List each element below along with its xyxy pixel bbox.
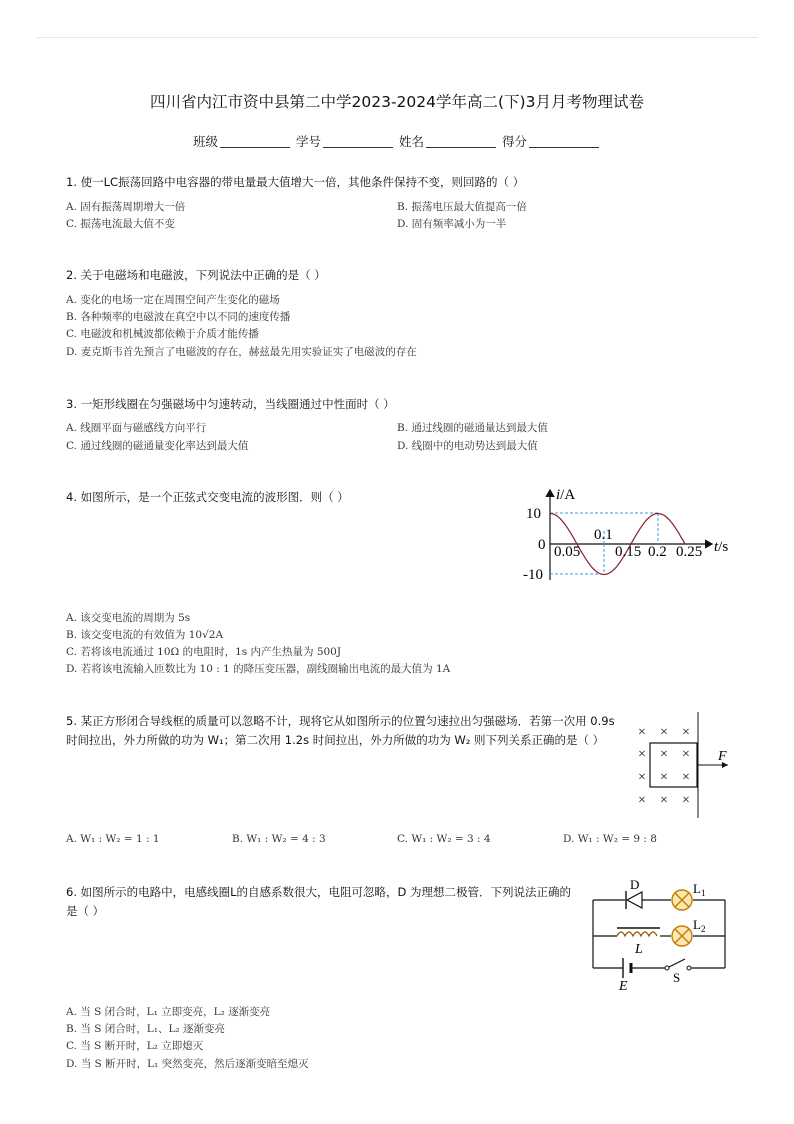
question-5-stem: 5. 某正方形闭合导线框的质量可以忽略不计，现将它从如图所示的位置匀速拉出匀强磁场．若第一次用 0.9s 时间拉出，外力所做的功为 W₁；第二次用 1.2s 时间拉出，外力所做的功为 W₂ 则下列关系正确的是（ ） xyxy=(66,714,615,747)
field-crosses xyxy=(638,725,690,808)
battery-symbol xyxy=(623,958,631,978)
x-axis-label: t/s xyxy=(714,539,729,555)
force-label: F xyxy=(718,749,727,764)
field-cross-0-2: × xyxy=(682,725,690,740)
field-cross-2-1: × xyxy=(660,770,668,785)
name-label: 姓名 xyxy=(398,134,424,149)
question-2-option-b[interactable]: B. 各种频率的电磁波在真空中以不同的速度传播 xyxy=(66,311,291,323)
number-blank[interactable] xyxy=(323,134,393,148)
x-tick-0.15: 0.15 xyxy=(615,544,642,560)
field-cross-2-2: × xyxy=(682,770,690,785)
name-blank[interactable] xyxy=(426,134,496,148)
question-6-option-c[interactable]: C. 当 S 断开时，L₂ 立即熄灭 xyxy=(66,1040,204,1052)
field-cross-0-0: × xyxy=(638,725,646,740)
inductor-symbol xyxy=(617,928,660,936)
question-2-option-d[interactable]: D. 麦克斯韦首先预言了电磁波的存在，赫兹最先用实验证实了电磁波的存在 xyxy=(66,346,417,358)
question-3-stem: 3. 一矩形线圈在匀强磁场中匀速转动，当线圈通过中性面时（ ） xyxy=(66,397,395,411)
diode-symbol xyxy=(626,891,642,909)
question-5-option-a[interactable]: A. W₁ : W₂ = 1 : 1 xyxy=(66,833,160,845)
field-cross-3-0: × xyxy=(638,793,646,808)
question-6-option-a[interactable]: A. 当 S 闭合时，L₁ 立即变亮，L₂ 逐渐变亮 xyxy=(66,1006,271,1018)
y-tick-neg10: -10 xyxy=(523,567,543,583)
question-1-option-b[interactable]: B. 振荡电压最大值提高一倍 xyxy=(397,201,527,213)
field-cross-1-0: × xyxy=(638,747,646,762)
question-3-option-c[interactable]: C. 通过线圈的磁通量变化率达到最大值 xyxy=(66,440,249,452)
class-label: 班级 xyxy=(192,134,218,149)
x-tick-0.05: 0.05 xyxy=(554,544,581,560)
lamp-2-symbol xyxy=(672,926,692,946)
question-2-option-c[interactable]: C. 电磁波和机械波都依赖于介质才能传播 xyxy=(66,328,259,340)
question-4-stem: 4. 如图所示，是一个正弦式交变电流的波形图．则（ ） xyxy=(66,490,349,504)
field-cross-3-2: × xyxy=(682,793,690,808)
top-rule xyxy=(36,37,758,38)
question-6-option-d[interactable]: D. 当 S 断开时，L₁ 突然变亮，然后逐渐变暗至熄灭 xyxy=(66,1058,309,1070)
question-3-option-d[interactable]: D. 线圈中的电动势达到最大值 xyxy=(397,440,538,452)
switch-label: S xyxy=(673,970,681,985)
inductor-label: L xyxy=(635,942,643,957)
question-4-option-d[interactable]: D. 若将该电流输入匝数比为 10 : 1 的降压变压器，副线圈输出电流的最大值为 1A xyxy=(66,663,451,675)
class-blank[interactable] xyxy=(220,134,290,148)
question-6-option-b[interactable]: B. 当 S 闭合时，L₁、L₂ 逐渐变亮 xyxy=(66,1023,225,1035)
lamp-1-symbol xyxy=(672,890,692,910)
circuit-figure xyxy=(585,878,735,993)
y-axis-label: i/A xyxy=(556,487,576,503)
question-1-option-c[interactable]: C. 振荡电流最大值不变 xyxy=(66,218,175,230)
question-1-option-d[interactable]: D. 固有频率减小为一半 xyxy=(397,218,507,230)
y-tick-10: 10 xyxy=(526,506,541,522)
y-tick-0: 0 xyxy=(538,537,546,553)
question-5-option-c[interactable]: C. W₁ : W₂ = 3 : 4 xyxy=(397,833,491,845)
magnetic-field-figure xyxy=(630,712,740,822)
question-4-option-b[interactable]: B. 该交变电流的有效值为 10√2A xyxy=(66,629,224,641)
x-tick-0.1: 0.1 xyxy=(594,527,613,543)
x-tick-0.25: 0.25 xyxy=(676,544,703,560)
source-label: E xyxy=(619,979,628,993)
field-cross-0-1: × xyxy=(660,725,668,740)
wire-frame xyxy=(650,743,697,787)
question-5-option-d[interactable]: D. W₁ : W₂ = 9 : 8 xyxy=(563,833,657,845)
question-4-option-a[interactable]: A. 该交变电流的周期为 5s xyxy=(66,612,191,624)
score-label: 得分 xyxy=(501,134,527,149)
question-2-stem: 2. 关于电磁场和电磁波，下列说法中正确的是（ ） xyxy=(66,268,326,282)
question-3-option-a[interactable]: A. 线圈平面与磁感线方向平行 xyxy=(66,422,207,434)
field-cross-1-1: × xyxy=(660,747,668,762)
lamp-2-label: $L_2$ xyxy=(693,917,706,934)
question-5-option-b[interactable]: B. W₁ : W₂ = 4 : 3 xyxy=(232,833,326,845)
question-6-stem: 6. 如图所示的电路中，电感线圈L的自感系数很大，电阻可忽略，D 为理想二极管．下列说法正确的是（ ） xyxy=(66,885,572,918)
question-3-option-b[interactable]: B. 通过线圈的磁通量达到最大值 xyxy=(397,422,548,434)
diode-label: D xyxy=(630,878,640,892)
field-cross-3-1: × xyxy=(660,793,668,808)
field-cross-2-0: × xyxy=(638,770,646,785)
number-label: 学号 xyxy=(295,134,321,149)
question-1-option-a[interactable]: A. 固有振荡周期增大一倍 xyxy=(66,201,186,213)
student-info-line xyxy=(0,132,794,150)
field-cross-1-2: × xyxy=(682,747,690,762)
question-1-stem: 1. 使一LC振荡回路中电容器的带电量最大值增大一倍，其他条件保持不变，则回路的（ ） xyxy=(66,175,525,189)
lamp-1-label: $L_1$ xyxy=(693,881,706,898)
sine-wave-figure xyxy=(520,484,735,584)
question-4-option-c[interactable]: C. 若将该电流通过 10Ω 的电阻时，1s 内产生热量为 500J xyxy=(66,646,342,658)
x-tick-0.2: 0.2 xyxy=(648,544,667,560)
question-2-option-a[interactable]: A. 变化的电场一定在周围空间产生变化的磁场 xyxy=(66,294,280,306)
score-blank[interactable] xyxy=(529,134,599,148)
exam-title: 四川省内江市资中县第二中学2023-2024学年高二(下)3月月考物理试卷 xyxy=(150,93,644,111)
